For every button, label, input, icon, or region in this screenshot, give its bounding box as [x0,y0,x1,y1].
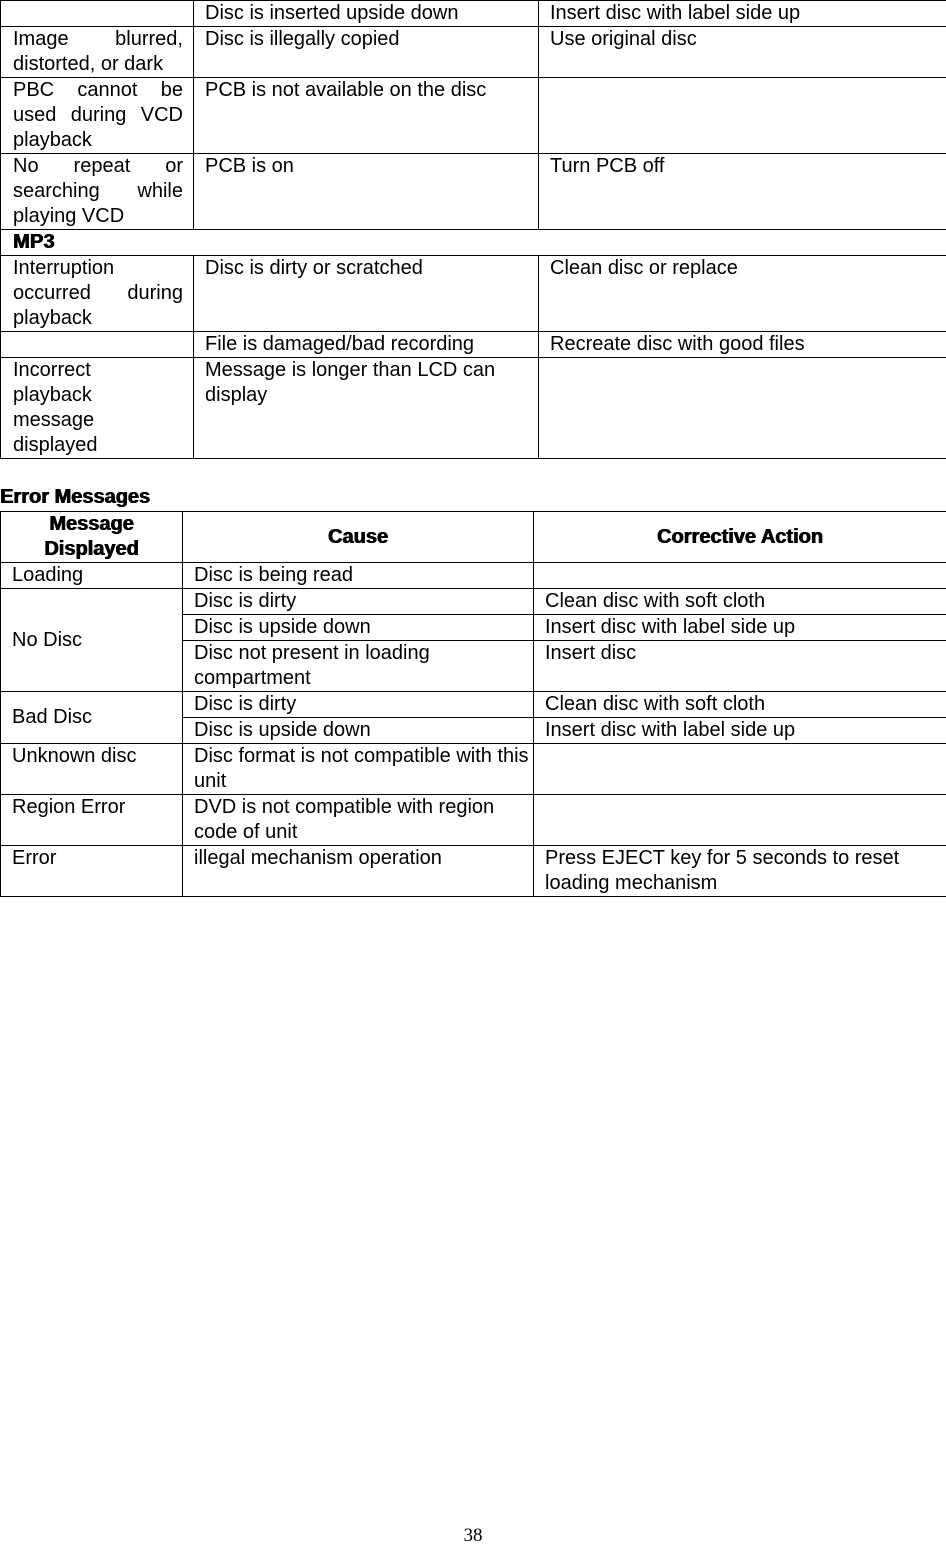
table-row [1,27,946,78]
table-row [1,846,946,897]
table-row [1,358,946,459]
cause-cell: Disc is illegally copied [194,27,539,78]
action-cell: Insert disc [534,641,946,692]
table-row [1,154,946,230]
action-cell: Insert disc with label side up [534,718,946,744]
action-cell: Clean disc with soft cloth [534,692,946,718]
action-cell: Use original disc [539,27,946,78]
table-row [1,692,946,718]
action-cell: Recreate disc with good files [539,332,946,358]
action-cell [539,358,946,459]
table-row [1,332,946,358]
cause-cell: Disc is being read [183,563,534,589]
cause-cell: Disc is upside down [183,718,534,744]
header-action: Corrective Action [534,512,946,563]
symptom-cell: Image blurred, distorted, or dark [1,27,194,78]
action-cell [539,78,946,154]
action-cell: Insert disc with label side up [539,1,946,27]
cause-cell: PCB is on [194,154,539,230]
cause-cell: Disc is dirty [183,589,534,615]
troubleshooting-table [0,0,946,459]
symptom-cell: PBC cannot be used during VCD playback [1,78,194,154]
message-cell: Loading [1,563,183,589]
cause-cell: DVD is not compatible with region code of unit [183,795,534,846]
action-cell [534,795,946,846]
cause-cell: File is damaged/bad recording [194,332,539,358]
message-cell: No Disc [1,589,183,692]
table-row [1,744,946,795]
page-number: 38 [0,1525,946,1547]
symptom-cell: Interruption occurred during playback [1,256,194,332]
cause-cell: Disc not present in loading compartment [183,641,534,692]
symptom-cell: Incorrect playback message displayed [1,358,194,459]
symptom-cell: No repeat or searching while playing VCD [1,154,194,230]
section-row-mp3 [1,230,946,256]
table-row [1,589,946,615]
message-cell: Region Error [1,795,183,846]
symptom-cell [1,332,194,358]
action-cell: Clean disc or replace [539,256,946,332]
action-cell: Turn PCB off [539,154,946,230]
cause-cell: Disc format is not compatible with this unit [183,744,534,795]
table-row [1,1,946,27]
error-messages-heading: Error Messages [0,485,150,510]
error-messages-table [0,511,946,897]
cause-cell: illegal mechanism operation [183,846,534,897]
action-cell: Clean disc with soft cloth [534,589,946,615]
cause-cell: Disc is dirty or scratched [194,256,539,332]
mp3-heading: MP3 [1,230,946,256]
table-row [1,563,946,589]
cause-cell: Disc is inserted upside down [194,1,539,27]
table-row [1,256,946,332]
table-row [1,78,946,154]
action-cell: Insert disc with label side up [534,615,946,641]
cause-cell: Disc is dirty [183,692,534,718]
action-cell: Press EJECT key for 5 seconds to reset loading mechanism [534,846,946,897]
symptom-cell [1,1,194,27]
message-cell: Error [1,846,183,897]
header-cause: Cause [183,512,534,563]
action-cell [534,563,946,589]
header-row [1,512,946,563]
message-cell: Unknown disc [1,744,183,795]
cause-cell: PCB is not available on the disc [194,78,539,154]
header-message: Message Displayed [1,512,183,563]
cause-cell: Disc is upside down [183,615,534,641]
cause-cell: Message is longer than LCD can display [194,358,539,459]
action-cell [534,744,946,795]
table-row [1,795,946,846]
message-cell: Bad Disc [1,692,183,744]
